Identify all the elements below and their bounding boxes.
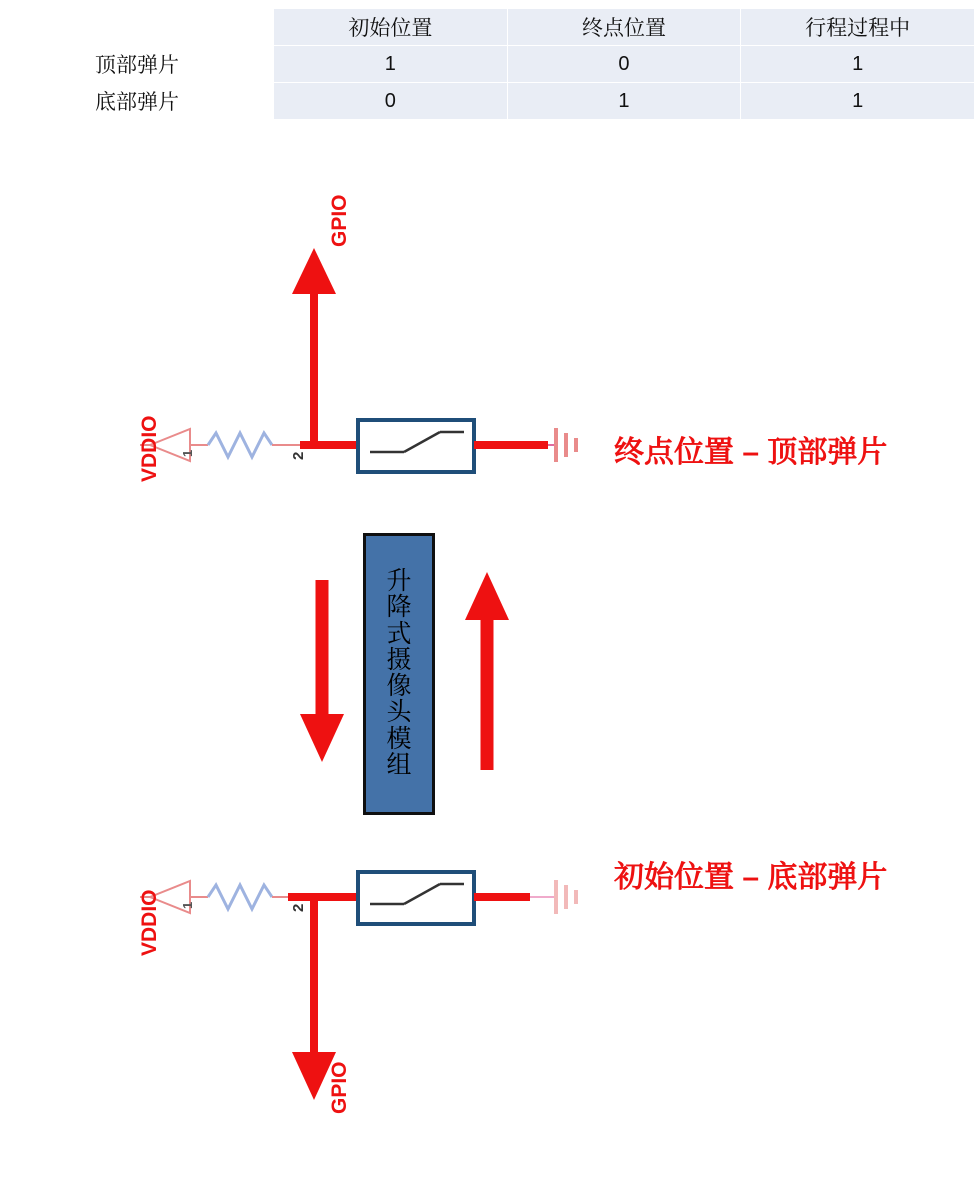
bottom-circuit <box>140 872 576 1100</box>
circuit-diagram <box>0 152 975 1186</box>
truth-table <box>0 8 975 120</box>
top-circuit <box>140 248 576 472</box>
bottom-pin2-label: 2 <box>290 903 307 912</box>
camera-module-block <box>363 533 435 815</box>
top-gpio-label: GPIO <box>328 194 351 247</box>
cell-top-end: 0 <box>507 46 741 83</box>
table-header-initial: 初始位置 <box>274 9 508 46</box>
cell-bottom-end: 1 <box>507 83 741 120</box>
cell-top-travel: 1 <box>741 46 975 83</box>
cell-bottom-travel: 1 <box>741 83 975 120</box>
cell-bottom-initial: 0 <box>274 83 508 120</box>
table-header-blank <box>1 9 274 46</box>
top-pin2-label: 2 <box>290 451 307 460</box>
table-header-row <box>1 9 975 46</box>
top-pin1-label: 1 <box>180 449 195 457</box>
bottom-gpio-label: GPIO <box>328 1061 351 1114</box>
bottom-vddio-label: VDDIO <box>138 889 161 956</box>
table-header-travel: 行程过程中 <box>741 9 975 46</box>
row-label-top-spring: 顶部弹片 <box>1 46 274 83</box>
bottom-pin1-label: 1 <box>180 901 195 909</box>
bottom-annotation: 初始位置 – 底部弹片 <box>614 861 888 894</box>
top-vddio-label: VDDIO <box>138 415 161 482</box>
diagram-svg <box>0 152 975 1186</box>
table-row <box>1 83 975 120</box>
table-header-end: 终点位置 <box>507 9 741 46</box>
top-annotation: 终点位置 – 顶部弹片 <box>614 436 888 469</box>
table-row <box>1 46 975 83</box>
row-label-bottom-spring: 底部弹片 <box>1 83 274 120</box>
cell-top-initial: 1 <box>274 46 508 83</box>
camera-module-label: 升降式摄像头模组 <box>386 568 412 779</box>
